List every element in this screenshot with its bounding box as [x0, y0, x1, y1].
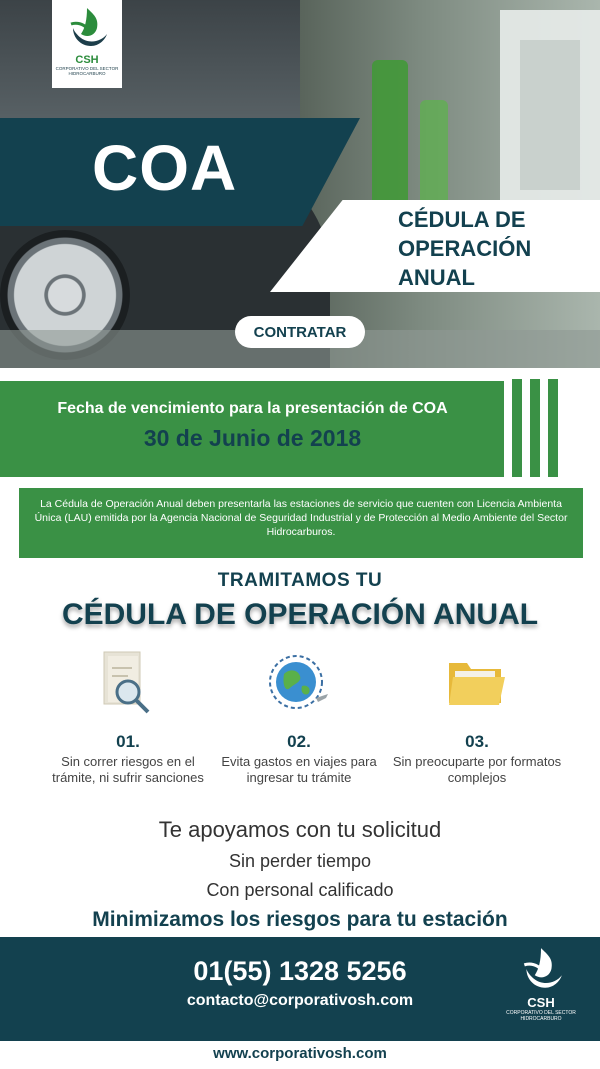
website-link[interactable]: www.corporativosh.com — [213, 1045, 387, 1062]
contratar-button[interactable]: CONTRATAR — [235, 316, 365, 348]
feature-item — [392, 648, 562, 786]
phone-link[interactable]: 01(55) 1328 5256 — [193, 956, 407, 986]
feature-text: Sin preocuparte por formatos complejos — [392, 754, 562, 785]
feature-text: Sin correr riesgos en el trámite, ni sufrir sanciones — [52, 754, 204, 785]
support-line: Sin perder tiempo — [228, 851, 372, 871]
leaf-globe-icon — [516, 944, 566, 994]
globe-plane-icon — [264, 648, 334, 718]
support-highlight: Minimizamos los riesgos para tu estación — [92, 908, 508, 931]
csh-logo[interactable] — [52, 0, 122, 88]
feature-text: Evita gastos en viajes para ingresar tu trámite — [221, 754, 377, 785]
decorative-stripe — [530, 379, 540, 477]
logo-name: CSH — [75, 54, 99, 66]
hero-title: COA — [92, 132, 238, 204]
info-text: La Cédula de Operación Anual deben presentarla las estaciones de servicio que cuenten con Licencia Ambienta Única (LAU) emitida por la Agencia Nacional de Seguridad Industrial y de Protección al Medio Ambiente del Sector Hidrocarburos. — [34, 498, 568, 538]
service-subtitle: TRAMITAMOS TU — [217, 570, 383, 591]
decorative-stripe — [548, 379, 558, 477]
logo-subtitle: CORPORATIVO DEL SECTOR HIDROCARBURO — [55, 66, 119, 76]
logo-subtitle: CORPORATIVO DEL SECTOR HIDROCARBURO — [506, 1010, 576, 1022]
decorative-stripe — [512, 379, 522, 477]
logo-name: CSH — [527, 995, 555, 1010]
csh-logo-footer[interactable] — [500, 944, 582, 1038]
feature-number: 03. — [465, 732, 489, 751]
fuel-nozzle-image — [372, 60, 408, 220]
hero-subtitle: CÉDULA DE OPERACIÓN ANUAL — [398, 207, 532, 290]
document-search-icon — [98, 648, 158, 718]
folder-icon — [445, 655, 509, 711]
fuel-pump-image — [520, 40, 580, 190]
service-title: CÉDULA DE OPERACIÓN ANUAL — [61, 598, 539, 631]
feature-number: 02. — [287, 732, 311, 751]
feature-item — [214, 648, 384, 786]
leaf-globe-icon — [63, 4, 111, 52]
info-box — [19, 488, 583, 558]
deadline-label: Fecha de vencimiento para la presentación de COA — [57, 400, 448, 417]
deadline-date: 30 de Junio de 2018 — [143, 425, 362, 451]
feature-number: 01. — [116, 732, 140, 751]
email-link[interactable]: contacto@corporativosh.com — [186, 992, 414, 1009]
feature-item — [43, 648, 213, 786]
support-line: Con personal calificado — [206, 880, 394, 900]
support-line: Te apoyamos con tu solicitud — [158, 817, 442, 842]
